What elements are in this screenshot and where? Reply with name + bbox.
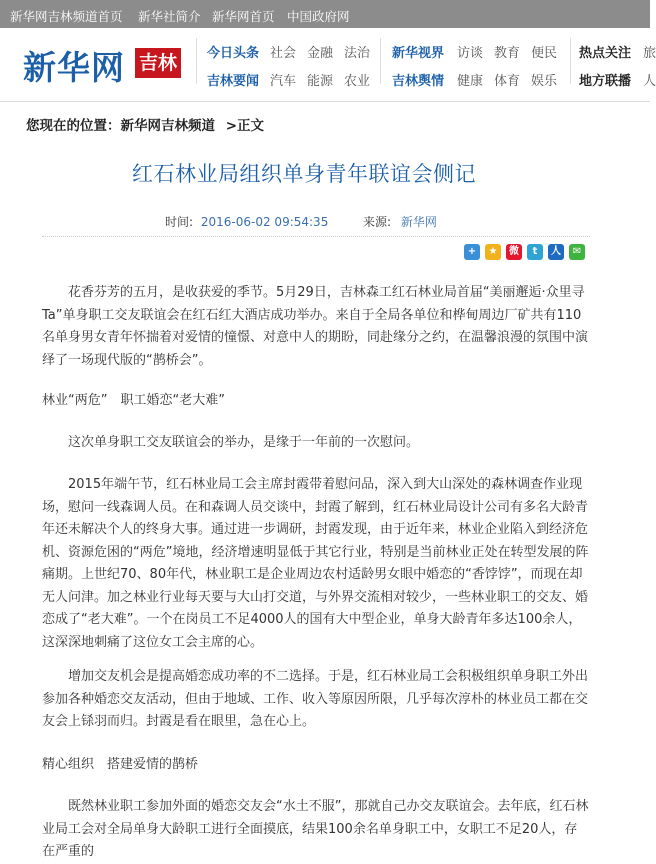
nav-people[interactable]: 人 [643,74,656,89]
nav-interview[interactable]: 访谈 [457,46,484,61]
source-label: 来源: [363,215,392,229]
nav-divider [570,38,571,84]
nav-jilin-news[interactable]: 吉林要闻 [207,74,260,89]
qzone-icon[interactable]: ★ [485,244,501,260]
logo-badge: 吉林 [135,48,181,78]
logo-text: 新华网 [23,48,125,87]
article-paragraph: 既然林业职工参加外面的婚恋交友会“水土不服”，那就自己办交友联谊会。去年底，红石林业局工会对全局单身大龄职工进行全面摸底，结果100余名单身职工中，女职工不足20人，存在严重的 [42,799,589,859]
article-paragraph: 2015年端午节，红石林业局工会主席封霞带着慰问品，深入到大山深处的森林调查作业现场，慰问一线森调人员。在和森调人员交谈中，封霞了解到，红石林业局设计公司有多名大龄青年还未解决个人的终身大事。通过进一步调研，封霞发现，由于近年来，林业企业陷入到经济危机、资源危困的“两危”境地，经济增速明显低于其它行业，特别是当前林业正处在转型发展的阵痛期。上世纪70、80年代，林业职工是企业周边农村适龄男女眼中婚恋的“香饽饽”，而现在却无人问津。加之林业行业每天要与大山打交道，与外界交流相对较少，一些林业职工的交友、婚恋成了“老大难”。一个在岗员工不足4000人的国有大中型企业，单身大龄青年多达100余人，这深深地刺痛了这位女工会主席的心。 [42,477,589,650]
nav-education[interactable]: 教育 [494,46,521,61]
nav-divider [196,38,197,84]
article-subheading: 林业“两危” 职工婚恋“老大难” [42,393,225,408]
breadcrumb-current: 正文 [237,118,265,134]
renren-icon[interactable]: 人 [548,244,564,260]
topnav-gov-cn[interactable]: 中国政府网 [287,9,350,24]
article-subheading: 精心组织 搭建爱情的鹊桥 [42,757,199,772]
article-paragraph: 这次单身职工交友联谊会的举办，是缘于一年前的一次慰问。 [68,435,420,450]
topnav-xinhua-jilin-home[interactable]: 新华网吉林频道首页 [10,9,123,24]
nav-local-broadcast[interactable]: 地方联播 [579,74,632,89]
tencent-weibo-icon[interactable]: t [527,244,543,260]
meta-divider [42,236,590,237]
nav-today-headlines[interactable]: 今日头条 [207,46,260,61]
weibo-icon[interactable]: 微 [506,244,522,260]
nav-health[interactable]: 健康 [457,74,484,89]
top-bar [0,0,650,28]
article-source [363,213,437,230]
publish-time [165,213,328,230]
nav-services[interactable]: 便民 [531,46,558,61]
nav-hot-topics[interactable]: 热点关注 [579,46,632,61]
wechat-icon[interactable]: ✉ [569,244,585,260]
topnav-xinhua-about[interactable]: 新华社简介 [138,9,201,24]
article-title: 红石林业局组织单身青年联谊会侧记 [132,162,476,186]
nav-finance[interactable]: 金融 [307,46,334,61]
nav-energy[interactable]: 能源 [307,74,334,89]
breadcrumb-label: 您现在的位置： [26,118,121,134]
breadcrumb-home-link[interactable]: 新华网吉林频道 [120,118,215,134]
site-header [0,28,656,102]
nav-entertainment[interactable]: 娱乐 [531,74,558,89]
time-value: 2016-06-02 09:54:35 [200,215,329,229]
nav-sports[interactable]: 体育 [494,74,521,89]
topnav-xinhua-home[interactable]: 新华网首页 [212,9,275,24]
article-paragraph: 花香芬芳的五月，是收获爱的季节。5月29日，吉林森工红石林业局首届“美丽邂逅·众里寻Ta”单身职工交友联谊会在红石红大酒店成功举办。来自于全局各单位和桦甸周边厂矿共有110名单身男女青年怀揣着对爱情的憧憬、对意中人的期盼，同赴缘分之约，在温馨浪漫的氛围中演绎了一场现代版的“鹊桥会”。 [42,285,589,368]
nav-jilin-opinion[interactable]: 吉林舆情 [392,74,445,89]
nav-law[interactable]: 法治 [344,46,371,61]
nav-agriculture[interactable]: 农业 [344,74,371,89]
breadcrumb-arrow: > [225,118,238,134]
nav-society[interactable]: 社会 [270,46,297,61]
nav-auto[interactable]: 汽车 [270,74,297,89]
time-label: 时间: [165,215,194,229]
source-value: 新华网 [400,215,437,229]
plus-share-icon[interactable]: + [464,244,480,260]
breadcrumb [26,114,264,134]
nav-xinhua-vision[interactable]: 新华视界 [392,46,445,61]
article-paragraph: 增加交友机会是提高婚恋成功率的不二选择。于是，红石林业局工会积极组织单身职工外出参加各种婚恋交友活动，但由于地域、工作、收入等原因所限，几乎每次淳朴的林业员工都在交友会上铩羽而归。封霞是看在眼里，急在心上。 [42,669,589,729]
nav-divider [380,38,381,84]
nav-travel[interactable]: 旅 [643,46,656,61]
